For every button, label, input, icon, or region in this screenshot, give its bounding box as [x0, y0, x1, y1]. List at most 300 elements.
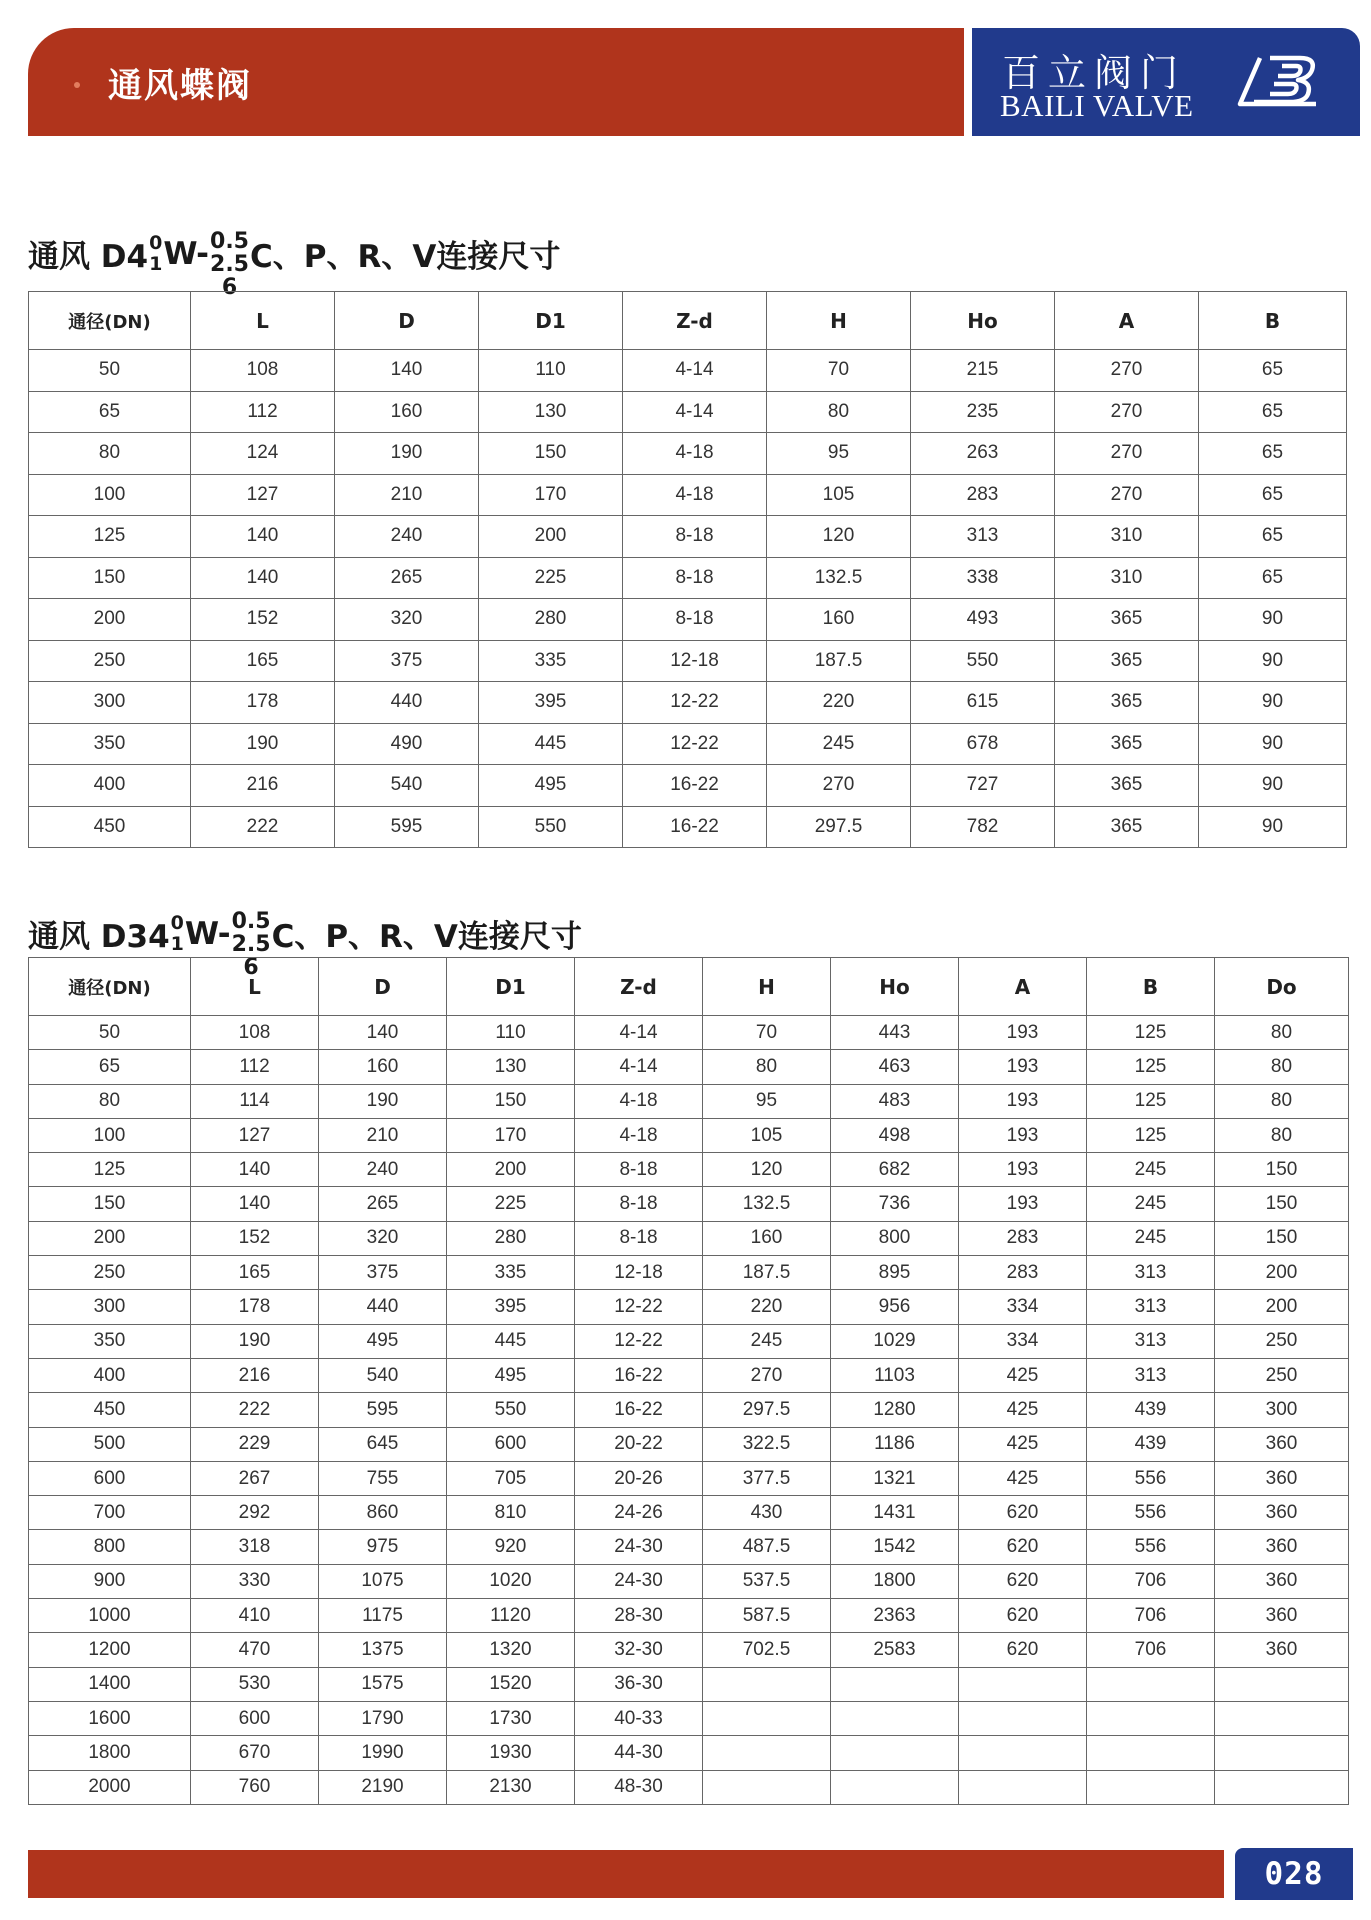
section2-title-mid: W- [184, 915, 231, 952]
table-cell: 16-22 [623, 765, 767, 807]
table-cell: 245 [1087, 1221, 1215, 1255]
table-cell: 335 [447, 1256, 575, 1290]
table-cell: 216 [191, 765, 335, 807]
table-cell: 1990 [319, 1736, 447, 1770]
table-cell: 178 [191, 682, 335, 724]
table-cell: 48-30 [575, 1770, 703, 1804]
table-cell: 705 [447, 1461, 575, 1495]
table-cell: 90 [1199, 806, 1347, 848]
table-cell: 445 [479, 723, 623, 765]
table-cell: 1200 [29, 1633, 191, 1667]
table-cell: 360 [1215, 1461, 1349, 1495]
table-row [29, 1701, 1349, 1735]
table-cell: 44-30 [575, 1736, 703, 1770]
table-cell: 112 [191, 1050, 319, 1084]
table-cell: 4-14 [575, 1016, 703, 1050]
table-cell: 895 [831, 1256, 959, 1290]
table-cell: 365 [1055, 723, 1199, 765]
table-cell: 860 [319, 1496, 447, 1530]
table-cell: 152 [191, 599, 335, 641]
table-cell: 493 [911, 599, 1055, 641]
column-header: A [1055, 292, 1199, 350]
stack-value: 1 [149, 252, 163, 275]
table-cell: 28-30 [575, 1599, 703, 1633]
table-cell: 50 [29, 350, 191, 392]
table-cell: 975 [319, 1530, 447, 1564]
stack-value: 6 [243, 955, 259, 980]
column-header: H [703, 958, 831, 1016]
table-cell: 2583 [831, 1633, 959, 1667]
table-cell: 700 [29, 1496, 191, 1530]
table-cell: 4-18 [623, 433, 767, 475]
table-cell: 760 [191, 1770, 319, 1804]
table-cell: 4-18 [575, 1084, 703, 1118]
table-cell: 187.5 [767, 640, 911, 682]
table-cell: 125 [29, 1153, 191, 1187]
table-cell: 360 [1215, 1427, 1349, 1461]
table-row [29, 1324, 1349, 1358]
table-cell: 440 [319, 1290, 447, 1324]
table-cell: 150 [479, 433, 623, 475]
table-cell: 500 [29, 1427, 191, 1461]
column-header: B [1199, 292, 1347, 350]
table-cell: 216 [191, 1358, 319, 1392]
table-cell: 132.5 [703, 1187, 831, 1221]
table-cell: 682 [831, 1153, 959, 1187]
table-cell: 487.5 [703, 1530, 831, 1564]
table-cell: 1431 [831, 1496, 959, 1530]
table-cell: 530 [191, 1667, 319, 1701]
table-row [29, 1667, 1349, 1701]
table-cell: 95 [767, 433, 911, 475]
table-row [29, 1256, 1349, 1290]
table-cell: 222 [191, 806, 335, 848]
column-header: Z-d [623, 292, 767, 350]
table-row [29, 1633, 1349, 1667]
table-cell: 620 [959, 1564, 1087, 1598]
table-cell: 110 [447, 1016, 575, 1050]
column-header: H [767, 292, 911, 350]
table-cell: 70 [703, 1016, 831, 1050]
table-cell: 270 [1055, 391, 1199, 433]
table-row [29, 1084, 1349, 1118]
table-cell: 140 [191, 516, 335, 558]
table-cell: 65 [29, 1050, 191, 1084]
table-cell: 300 [29, 682, 191, 724]
table-cell: 2190 [319, 1770, 447, 1804]
column-header: 通径(DN) [29, 292, 191, 350]
table-cell: 125 [1087, 1084, 1215, 1118]
table-cell: 193 [959, 1016, 1087, 1050]
table-cell: 187.5 [703, 1256, 831, 1290]
table-cell: 440 [335, 682, 479, 724]
table-row [29, 1564, 1349, 1598]
table-cell: 120 [767, 516, 911, 558]
table-row [29, 1427, 1349, 1461]
table-cell: 395 [479, 682, 623, 724]
table-row [29, 640, 1347, 682]
table-cell: 377.5 [703, 1461, 831, 1495]
table-cell: 178 [191, 1290, 319, 1324]
table-cell: 1280 [831, 1393, 959, 1427]
table-cell: 375 [335, 640, 479, 682]
table-cell: 240 [319, 1153, 447, 1187]
table-cell: 105 [703, 1118, 831, 1152]
stack-value: 0 [170, 911, 184, 934]
table-cell: 24-26 [575, 1496, 703, 1530]
table-cell: 1400 [29, 1667, 191, 1701]
table-cell: 1542 [831, 1530, 959, 1564]
table-cell: 920 [447, 1530, 575, 1564]
table-cell: 595 [335, 806, 479, 848]
table-cell: 8-18 [623, 557, 767, 599]
table-cell: 450 [29, 806, 191, 848]
table-cell: 215 [911, 350, 1055, 392]
table-cell: 495 [447, 1358, 575, 1392]
section2-title-suffix: C、P、R、V连接尺寸 [271, 919, 582, 955]
table-cell: 270 [703, 1358, 831, 1392]
banner-dot [74, 82, 80, 88]
table-cell: 2363 [831, 1599, 959, 1633]
table-cell: 800 [29, 1530, 191, 1564]
table-row [29, 1461, 1349, 1495]
table-row [29, 557, 1347, 599]
table-cell: 330 [191, 1564, 319, 1598]
table-cell: 400 [29, 765, 191, 807]
table-cell: 80 [1215, 1050, 1349, 1084]
table-cell: 470 [191, 1633, 319, 1667]
table-cell: 90 [1199, 682, 1347, 724]
table-cell: 225 [479, 557, 623, 599]
table-cell: 365 [1055, 599, 1199, 641]
column-header: Ho [911, 292, 1055, 350]
table-cell: 130 [479, 391, 623, 433]
table-cell [703, 1667, 831, 1701]
page-title: 通风蝶阀 [108, 66, 252, 106]
table-cell [959, 1770, 1087, 1804]
table-cell: 4-14 [623, 350, 767, 392]
table-cell: 265 [319, 1187, 447, 1221]
table-cell: 80 [29, 433, 191, 475]
column-header: D [335, 292, 479, 350]
table-cell: 267 [191, 1461, 319, 1495]
table-cell: 300 [29, 1290, 191, 1324]
table-cell: 2130 [447, 1770, 575, 1804]
table-row [29, 1290, 1349, 1324]
table-cell: 1800 [831, 1564, 959, 1598]
table-cell: 12-22 [623, 723, 767, 765]
table-row [29, 391, 1347, 433]
table-cell: 334 [959, 1324, 1087, 1358]
table-cell: 595 [319, 1393, 447, 1427]
brand-name-cn: 百立阀门 [1002, 51, 1187, 95]
table-cell: 810 [447, 1496, 575, 1530]
table-cell: 20-22 [575, 1427, 703, 1461]
table-cell [703, 1701, 831, 1735]
table-cell: 65 [29, 391, 191, 433]
table-cell: 90 [1199, 723, 1347, 765]
table-cell: 16-22 [575, 1393, 703, 1427]
table-cell: 318 [191, 1530, 319, 1564]
table-cell [831, 1770, 959, 1804]
table-cell: 120 [703, 1153, 831, 1187]
table-cell [703, 1736, 831, 1770]
table-cell: 150 [29, 1187, 191, 1221]
column-header: D1 [479, 292, 623, 350]
table-cell: 615 [911, 682, 1055, 724]
table-header-row [29, 958, 1349, 1016]
table-cell: 16-22 [575, 1358, 703, 1392]
section1-title-suffix: C、P、R、V连接尺寸 [250, 239, 561, 275]
table-cell: 160 [319, 1050, 447, 1084]
table-cell: 430 [703, 1496, 831, 1530]
table-cell: 755 [319, 1461, 447, 1495]
table-cell: 65 [1199, 474, 1347, 516]
table-cell: 190 [191, 723, 335, 765]
table-cell: 245 [703, 1324, 831, 1358]
table-cell: 280 [447, 1221, 575, 1255]
table-cell: 350 [29, 1324, 191, 1358]
table-cell [1087, 1667, 1215, 1701]
column-header: L [191, 958, 319, 1016]
table-cell: 620 [959, 1496, 1087, 1530]
table-cell: 1930 [447, 1736, 575, 1770]
table-cell: 210 [335, 474, 479, 516]
footer-bar [28, 1850, 1224, 1898]
table-cell: 410 [191, 1599, 319, 1633]
table-cell: 4-14 [575, 1050, 703, 1084]
table-cell: 620 [959, 1530, 1087, 1564]
table-cell: 124 [191, 433, 335, 475]
table-cell: 245 [767, 723, 911, 765]
table-cell: 150 [1215, 1221, 1349, 1255]
column-header: D1 [447, 958, 575, 1016]
table-cell: 360 [1215, 1564, 1349, 1598]
table-row [29, 1187, 1349, 1221]
table-cell: 250 [1215, 1358, 1349, 1392]
table-cell: 190 [191, 1324, 319, 1358]
brand-block [972, 28, 1360, 136]
table-row [29, 433, 1347, 475]
table-cell: 550 [911, 640, 1055, 682]
table-cell: 483 [831, 1084, 959, 1118]
table-cell: 80 [703, 1050, 831, 1084]
table-cell: 127 [191, 474, 335, 516]
table-cell: 140 [191, 1153, 319, 1187]
table-cell: 425 [959, 1461, 1087, 1495]
table-cell: 80 [1215, 1118, 1349, 1152]
table-cell: 350 [29, 723, 191, 765]
table-cell [959, 1701, 1087, 1735]
table-cell: 80 [767, 391, 911, 433]
column-header: Ho [831, 958, 959, 1016]
table-cell: 127 [191, 1118, 319, 1152]
table-cell: 108 [191, 350, 335, 392]
table-cell: 1790 [319, 1701, 447, 1735]
table-cell: 1520 [447, 1667, 575, 1701]
table-cell: 537.5 [703, 1564, 831, 1598]
table-cell [959, 1667, 1087, 1701]
table-cell: 125 [29, 516, 191, 558]
table-cell: 160 [335, 391, 479, 433]
table-cell: 160 [703, 1221, 831, 1255]
column-header: Do [1215, 958, 1349, 1016]
table-cell: 782 [911, 806, 1055, 848]
table-cell: 263 [911, 433, 1055, 475]
table-cell: 190 [335, 433, 479, 475]
table-row [29, 516, 1347, 558]
table-cell: 283 [959, 1221, 1087, 1255]
table-cell: 706 [1087, 1599, 1215, 1633]
table-cell: 283 [959, 1256, 1087, 1290]
table-cell: 360 [1215, 1496, 1349, 1530]
table-row [29, 1599, 1349, 1633]
table-cell: 125 [1087, 1118, 1215, 1152]
table-cell: 90 [1199, 765, 1347, 807]
table-cell: 1375 [319, 1633, 447, 1667]
table-cell: 322.5 [703, 1427, 831, 1461]
table-cell: 280 [479, 599, 623, 641]
table-cell: 4-18 [575, 1118, 703, 1152]
table-cell: 450 [29, 1393, 191, 1427]
table-cell: 800 [831, 1221, 959, 1255]
stack-value: 2.5 [231, 932, 271, 957]
table-cell: 114 [191, 1084, 319, 1118]
table-cell: 245 [1087, 1153, 1215, 1187]
table-cell: 65 [1199, 557, 1347, 599]
table-cell: 132.5 [767, 557, 911, 599]
table-cell: 600 [29, 1461, 191, 1495]
table-cell: 130 [447, 1050, 575, 1084]
table-cell: 80 [1215, 1016, 1349, 1050]
table-cell: 105 [767, 474, 911, 516]
table-cell: 439 [1087, 1393, 1215, 1427]
table-cell: 1186 [831, 1427, 959, 1461]
table-cell: 645 [319, 1427, 447, 1461]
table-cell: 95 [703, 1084, 831, 1118]
table-cell: 439 [1087, 1427, 1215, 1461]
table-cell: 193 [959, 1187, 1087, 1221]
table-cell: 8-18 [575, 1153, 703, 1187]
table-cell: 32-30 [575, 1633, 703, 1667]
table-header-row [29, 292, 1347, 350]
table-cell: 90 [1199, 640, 1347, 682]
table-cell: 108 [191, 1016, 319, 1050]
table-cell: 250 [29, 1256, 191, 1290]
column-header: Z-d [575, 958, 703, 1016]
table-cell: 445 [447, 1324, 575, 1358]
page-number: 028 [1235, 1848, 1353, 1900]
table-cell: 365 [1055, 682, 1199, 724]
table-cell: 222 [191, 1393, 319, 1427]
table-cell: 125 [1087, 1050, 1215, 1084]
table-cell: 540 [335, 765, 479, 807]
table-cell: 125 [1087, 1016, 1215, 1050]
dimension-table-d34 [28, 957, 1349, 1805]
table-cell: 235 [911, 391, 1055, 433]
table-cell: 425 [959, 1358, 1087, 1392]
stack-value: 1 [170, 932, 184, 955]
table-row [29, 765, 1347, 807]
table-cell: 193 [959, 1084, 1087, 1118]
table-cell: 12-22 [575, 1290, 703, 1324]
table-cell: 229 [191, 1427, 319, 1461]
table-cell: 200 [447, 1153, 575, 1187]
section1-stack-a [149, 233, 162, 275]
table-cell [703, 1770, 831, 1804]
table-cell [959, 1736, 1087, 1770]
table-cell: 24-30 [575, 1530, 703, 1564]
table-cell: 300 [1215, 1393, 1349, 1427]
table-cell: 112 [191, 391, 335, 433]
table-cell: 313 [1087, 1358, 1215, 1392]
table-cell: 250 [29, 640, 191, 682]
table-cell: 12-22 [575, 1324, 703, 1358]
table-cell: 140 [319, 1016, 447, 1050]
table-cell: 152 [191, 1221, 319, 1255]
table-cell: 65 [1199, 433, 1347, 475]
table-cell: 600 [447, 1427, 575, 1461]
section2-title-prefix: 通风 D34 [28, 919, 170, 955]
table-cell: 490 [335, 723, 479, 765]
table-cell: 110 [479, 350, 623, 392]
table-row [29, 1496, 1349, 1530]
table-cell: 313 [1087, 1256, 1215, 1290]
stack-value: 0.5 [210, 229, 249, 254]
table-cell: 193 [959, 1153, 1087, 1187]
stack-value: 0 [149, 231, 163, 254]
table-row [29, 1050, 1349, 1084]
table-row [29, 350, 1347, 392]
table-cell: 310 [1055, 557, 1199, 599]
table-cell: 425 [959, 1427, 1087, 1461]
table-row [29, 1736, 1349, 1770]
stack-value: 0.5 [231, 909, 271, 934]
section1-stack-b [210, 230, 249, 299]
table-cell: 200 [29, 1221, 191, 1255]
table-cell: 1120 [447, 1599, 575, 1633]
table-cell: 170 [479, 474, 623, 516]
table-cell: 313 [1087, 1290, 1215, 1324]
table-cell: 90 [1199, 599, 1347, 641]
table-cell: 463 [831, 1050, 959, 1084]
table-cell: 495 [479, 765, 623, 807]
table-cell [831, 1701, 959, 1735]
table-cell: 270 [1055, 474, 1199, 516]
table-cell: 40-33 [575, 1701, 703, 1735]
table-cell: 1600 [29, 1701, 191, 1735]
table-cell: 1000 [29, 1599, 191, 1633]
table-cell: 270 [1055, 433, 1199, 475]
table-row [29, 806, 1347, 848]
section1-title [28, 208, 560, 299]
table-cell: 550 [479, 806, 623, 848]
table-cell: 165 [191, 640, 335, 682]
table-cell: 265 [335, 557, 479, 599]
table-cell: 210 [319, 1118, 447, 1152]
table-cell: 600 [191, 1701, 319, 1735]
table-cell: 220 [703, 1290, 831, 1324]
table-cell: 313 [1087, 1324, 1215, 1358]
table-cell: 365 [1055, 765, 1199, 807]
table-row [29, 474, 1347, 516]
table-cell: 100 [29, 1118, 191, 1152]
table-cell: 297.5 [767, 806, 911, 848]
table-cell: 70 [767, 350, 911, 392]
table-row [29, 599, 1347, 641]
table-cell: 360 [1215, 1599, 1349, 1633]
table-cell: 556 [1087, 1530, 1215, 1564]
